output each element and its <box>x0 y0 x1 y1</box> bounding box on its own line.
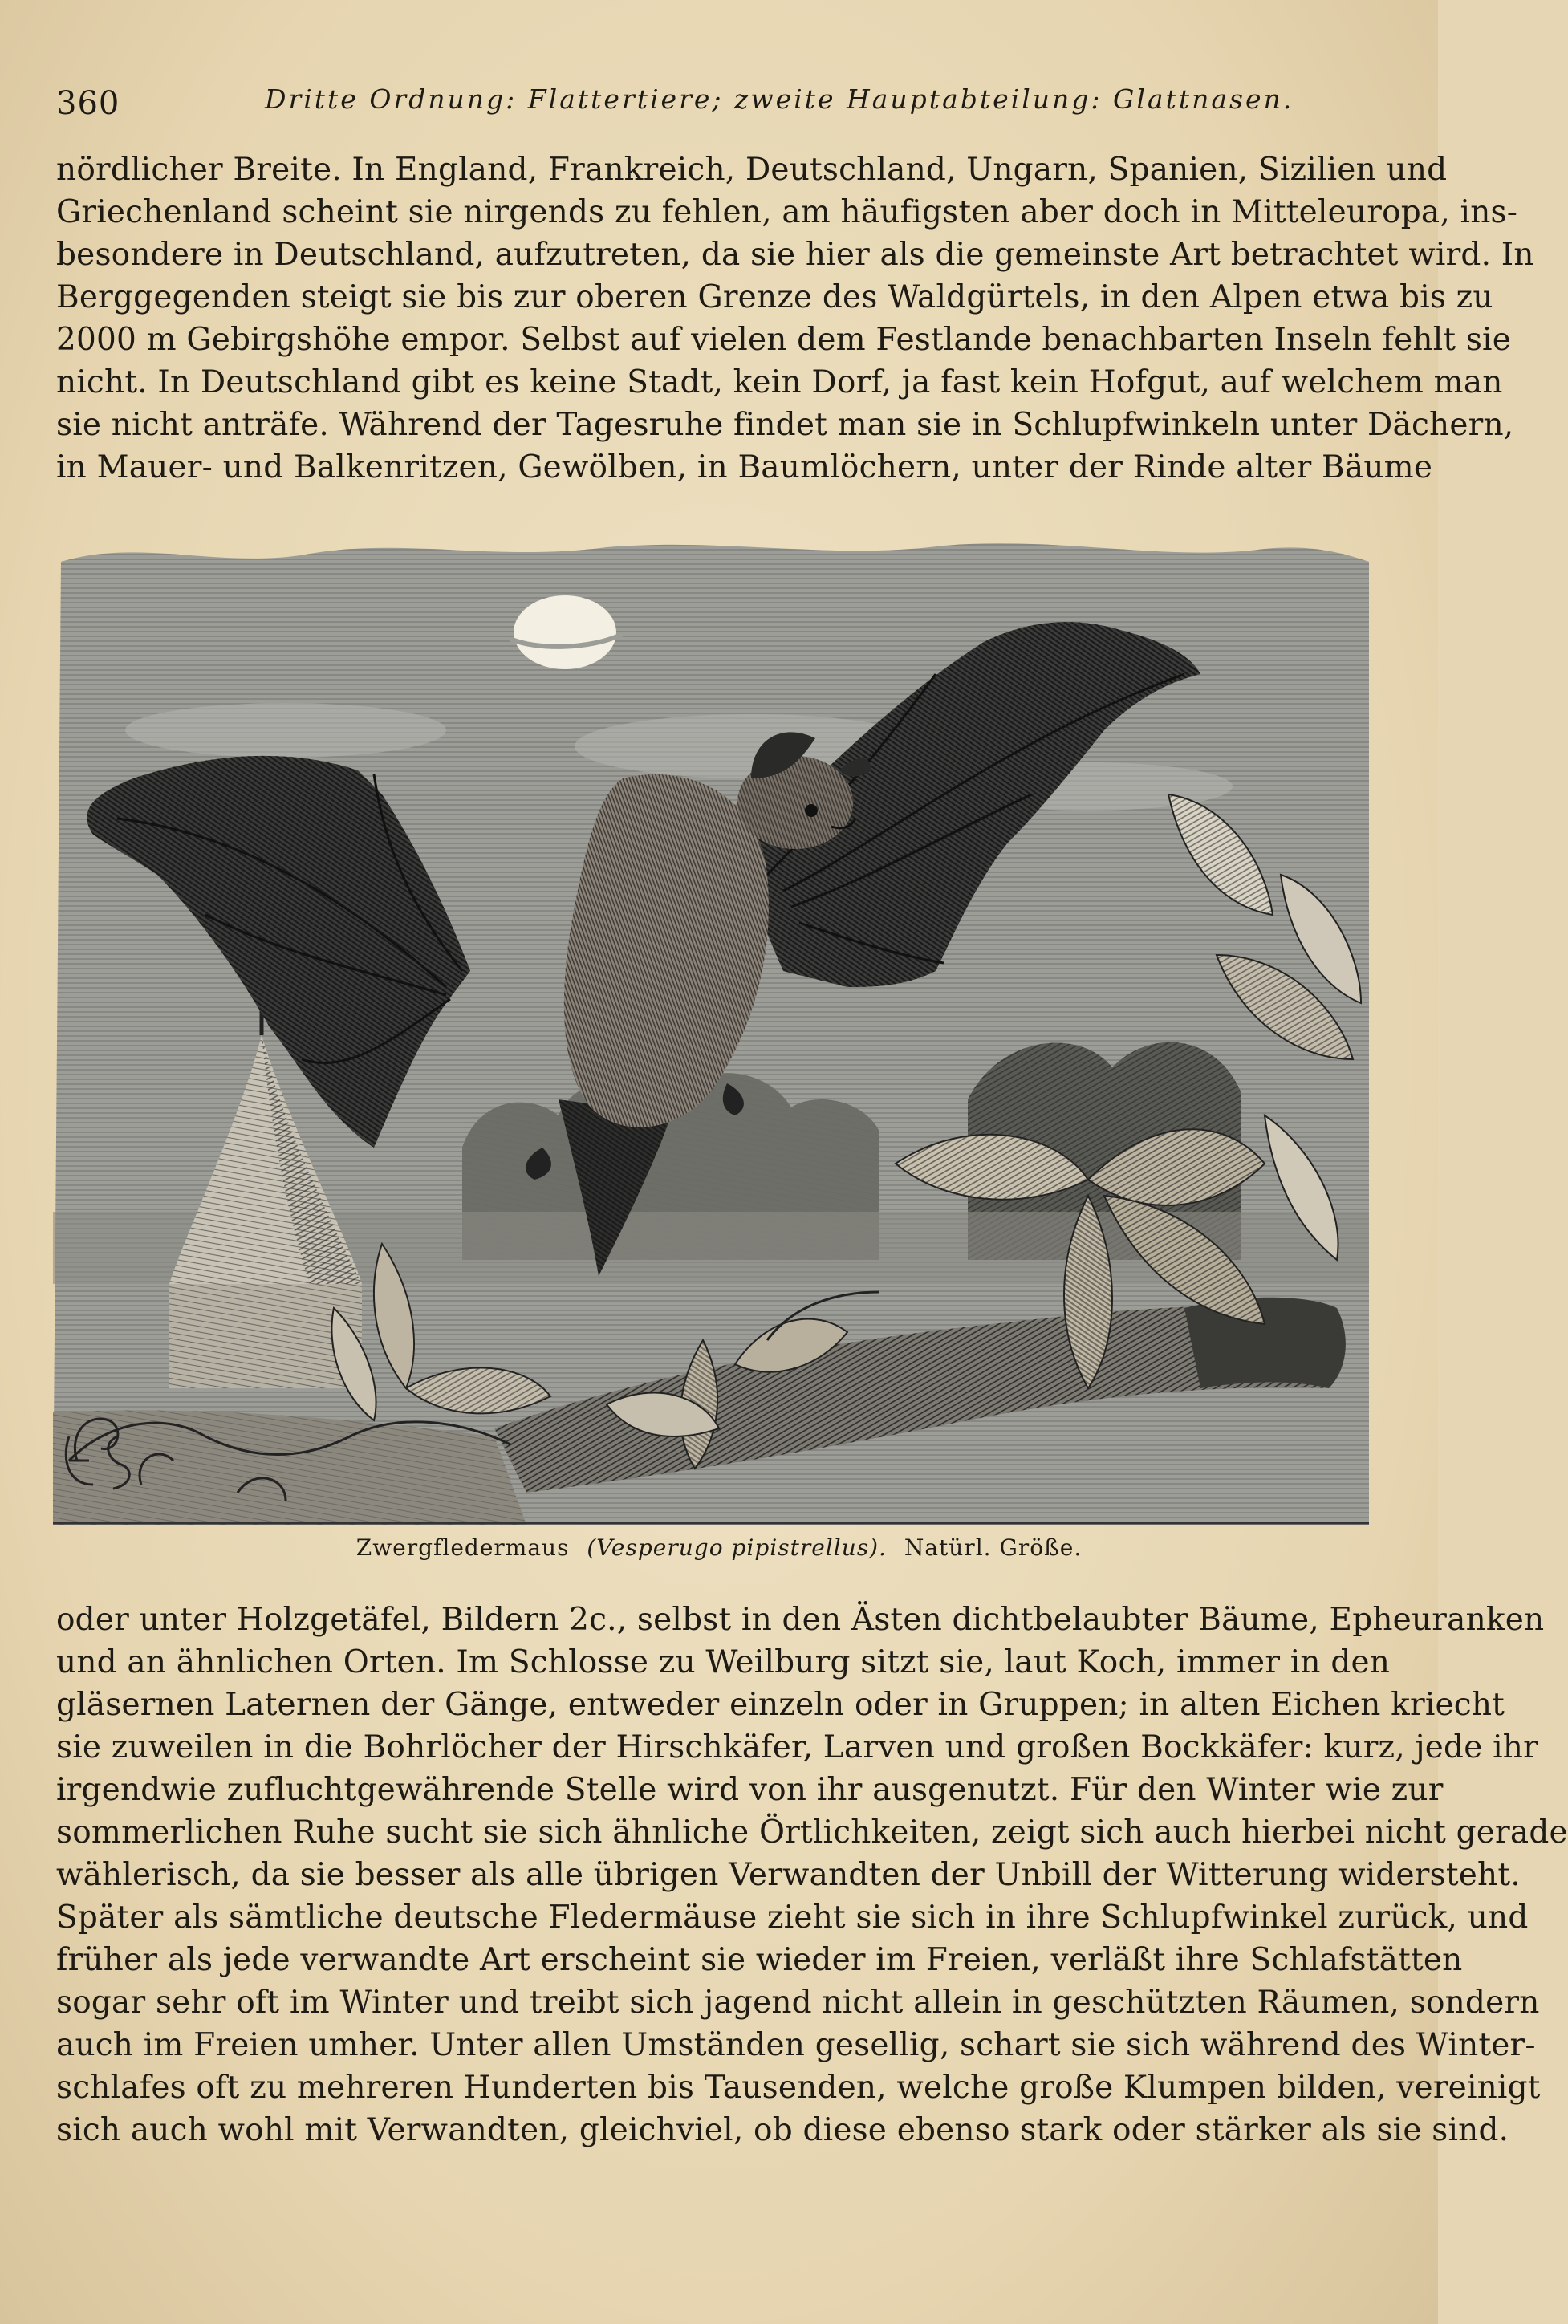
page-header <box>56 80 1356 128</box>
text-line: oder unter Holzgetäfel, Bildern 2c., selbst in den Ästen dichtbelaubter Bäume, Epheuranken <box>56 1602 1545 1638</box>
text-line: irgendwie zufluchtgewährende Stelle wird von ihr ausgenutzt. Für den Winter wie zur <box>56 1772 1444 1808</box>
text-line: schlafes oft zu mehreren Hunderten bis Tausenden, welche große Klumpen bilden, vereinigt <box>56 2070 1541 2106</box>
page-number: 360 <box>56 85 120 122</box>
text-line: Griechenland scheint sie nirgends zu fehlen, am häufigsten aber doch in Mitteleuropa, ins- <box>56 194 1518 230</box>
text-line: in Mauer- und Balkenritzen, Gewölben, in Baumlöchern, unter der Rinde alter Bäume <box>56 449 1433 486</box>
text-line: sommerlichen Ruhe sucht sie sich ähnliche Örtlichkeiten, zeigt sich auch hierbei nicht gerade <box>56 1814 1568 1851</box>
body-text-bottom <box>56 1599 1568 2151</box>
text-line: sie nicht anträfe. Während der Tagesruhe findet man sie in Schlupfwinkeln unter Dächern, <box>56 407 1514 443</box>
text-line: sie zuweilen in die Bohrlöcher der Hirschkäfer, Larven und großen Bockkäfer: kurz, jede ihr <box>56 1729 1538 1765</box>
caption-german-name: Zwergfledermaus <box>355 1534 570 1561</box>
bat-engraving <box>45 538 1377 1525</box>
text-line: gläsernen Laternen der Gänge, entweder einzeln oder in Gruppen; in alten Eichen kriecht <box>56 1687 1505 1723</box>
running-head: Dritte Ordnung: Flattertiere; zweite Hauptabteilung: Glattnasen. <box>265 83 1294 115</box>
body-text-top <box>56 148 1534 489</box>
text-line: besondere in Deutschland, aufzutreten, da sie hier als die gemeinste Art betrachtet wird. In <box>56 237 1534 273</box>
text-line: sich auch wohl mit Verwandten, gleichviel, ob diese ebenso stark oder stärker als sie sind. <box>56 2112 1509 2148</box>
caption-latin-name: (Vesperugo pipistrellus). <box>587 1534 887 1561</box>
text-line: früher als jede verwandte Art erscheint sie wieder im Freien, verläßt ihre Schlafstätten <box>56 1942 1463 1978</box>
caption-size-note: Natürl. Größe. <box>904 1534 1083 1561</box>
text-line: auch im Freien umher. Unter allen Umständen gesellig, schart sie sich während des Winter- <box>56 2027 1536 2063</box>
figure-caption <box>0 1534 1438 1561</box>
text-line: und an ähnlichen Orten. Im Schlosse zu Weilburg sitzt sie, laut Koch, immer in den <box>56 1644 1391 1680</box>
text-line: nicht. In Deutschland gibt es keine Stadt, kein Dorf, ja fast kein Hofgut, auf welchem man <box>56 364 1503 400</box>
text-line: Berggegenden steigt sie bis zur oberen Grenze des Waldgürtels, in den Alpen etwa bis zu <box>56 279 1493 315</box>
text-line: sogar sehr oft im Winter und treibt sich jagend nicht allein in geschützten Räumen, sondern <box>56 1985 1540 2021</box>
text-line: Später als sämtliche deutsche Fledermäuse zieht sie sich in ihre Schlupfwinkel zurück, und <box>56 1899 1529 1936</box>
text-line: 2000 m Gebirgshöhe empor. Selbst auf vielen dem Festlande benachbarten Inseln fehlt sie <box>56 322 1511 358</box>
text-line: wählerisch, da sie besser als alle übrigen Verwandten der Unbill der Witterung widersteht. <box>56 1857 1521 1893</box>
text-line: nördlicher Breite. In England, Frankreich, Deutschland, Ungarn, Spanien, Sizilien und <box>56 152 1448 188</box>
